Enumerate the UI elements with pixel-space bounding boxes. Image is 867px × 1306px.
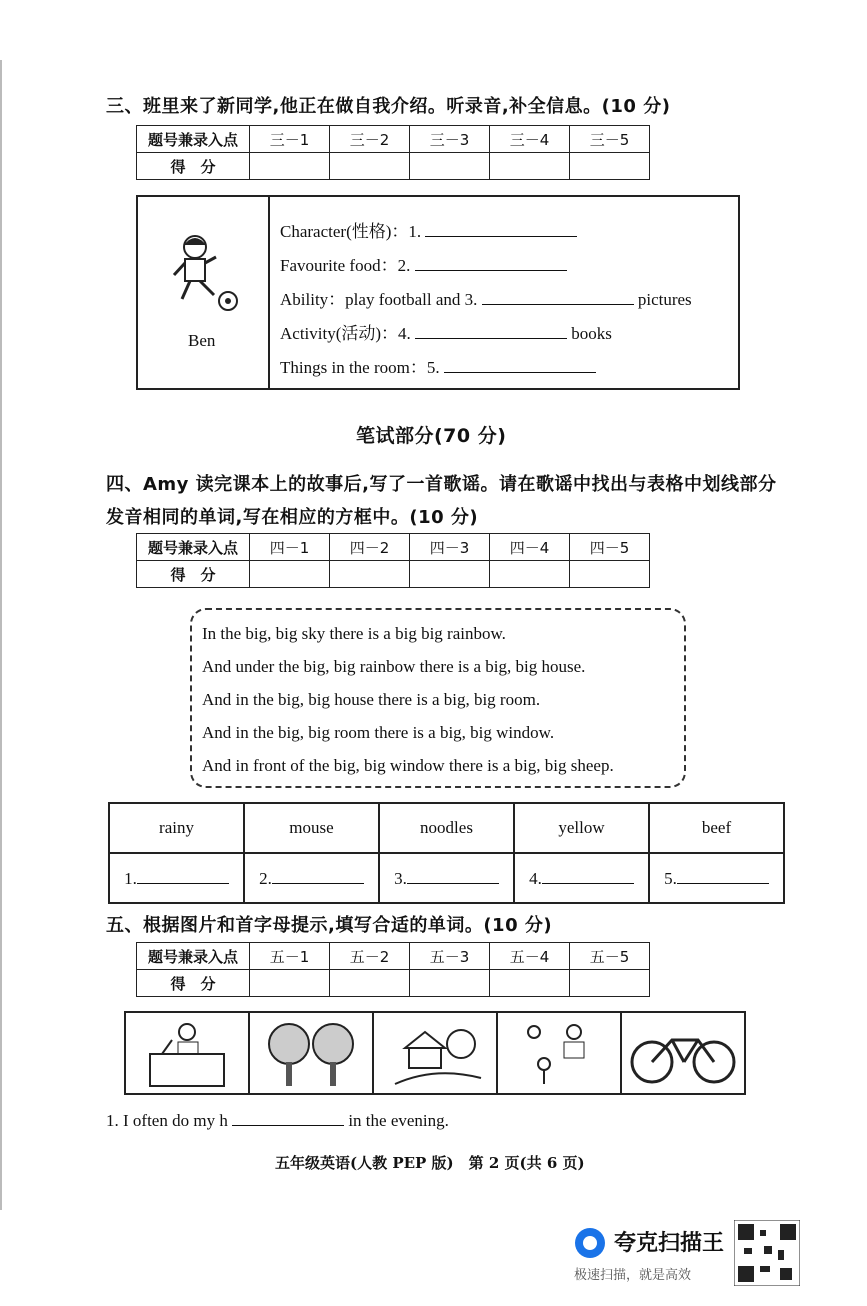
answer-blank[interactable] [542, 867, 634, 884]
scanner-logo-icon [574, 1227, 606, 1259]
info-label: Activity(活动)：4. [280, 324, 411, 343]
answer-number: 5. [664, 869, 677, 888]
answer-blank[interactable] [407, 867, 499, 884]
score-col: 三－2 [330, 126, 410, 153]
score-cell[interactable] [490, 561, 570, 588]
student-name: Ben [188, 331, 216, 350]
word-table [108, 802, 785, 904]
answer-number: 1. [124, 869, 137, 888]
score-cell[interactable] [570, 153, 650, 180]
score-col: 五－3 [410, 943, 490, 970]
section-5-title: 五、根据图片和首字母提示,填写合适的单词。(10 分) [106, 915, 553, 936]
info-suffix: pictures [637, 290, 692, 309]
picture-row [124, 1011, 745, 1094]
score-col: 三－3 [410, 126, 490, 153]
info-line-5 [280, 353, 596, 378]
score-col: 四－5 [570, 534, 650, 561]
info-label: Character(性格)：1. [280, 222, 422, 241]
info-line-2 [280, 251, 567, 276]
answer-blank[interactable] [425, 220, 577, 237]
answer-number: 3. [394, 869, 407, 888]
score-cell[interactable] [330, 561, 410, 588]
score-col: 四－3 [410, 534, 490, 561]
score-cell[interactable] [490, 970, 570, 997]
info-line-1 [280, 217, 577, 242]
info-label: Things in the room：5. [280, 358, 440, 377]
written-part-title: 笔试部分(70 分) [356, 425, 507, 447]
score-col: 三－4 [490, 126, 570, 153]
score-table-5 [136, 942, 650, 997]
house-road-picture [372, 1011, 498, 1095]
score-col: 五－2 [330, 943, 410, 970]
scanner-slogan: 极速扫描，就是高效 [574, 1268, 692, 1283]
score-cell[interactable] [250, 561, 330, 588]
answer-blank[interactable] [677, 867, 769, 884]
question-text: in the evening. [348, 1111, 449, 1130]
score-cell[interactable] [490, 153, 570, 180]
info-label: Ability：play football and 3. [280, 290, 478, 309]
page-edge [0, 60, 2, 1210]
score-col: 三－1 [250, 126, 330, 153]
score-cell[interactable] [410, 561, 490, 588]
poem-line: In the big, big sky there is a big big rainbow. [202, 624, 506, 643]
homework-desk-picture [124, 1011, 250, 1095]
score-cell[interactable] [250, 970, 330, 997]
word-cell: yellow [514, 803, 649, 853]
poem-line: And in front of the big, big window there is a big, big sheep. [202, 756, 614, 775]
score-cell[interactable] [330, 970, 410, 997]
score-row-label: 得 分 [137, 970, 250, 997]
score-col: 五－4 [490, 943, 570, 970]
score-col: 四－4 [490, 534, 570, 561]
answer-cell[interactable] [379, 853, 514, 903]
score-table-4 [136, 533, 650, 588]
bicycle-picture [620, 1011, 746, 1095]
score-col: 五－5 [570, 943, 650, 970]
info-suffix: books [571, 324, 612, 343]
score-row-label: 得 分 [137, 561, 250, 588]
answer-number: 2. [259, 869, 272, 888]
poem-line: And in the big, big room there is a big, big window. [202, 723, 555, 742]
intro-box [136, 195, 740, 390]
info-label: Favourite food：2. [280, 256, 411, 275]
answer-blank[interactable] [232, 1109, 344, 1126]
boy-football-icon [170, 233, 246, 317]
answer-blank[interactable] [415, 254, 567, 271]
answer-cell[interactable] [109, 853, 244, 903]
answer-cell[interactable] [649, 853, 784, 903]
answer-blank[interactable] [482, 288, 634, 305]
score-cell[interactable] [410, 153, 490, 180]
trees-picture [248, 1011, 374, 1095]
word-cell: mouse [244, 803, 379, 853]
score-col: 四－2 [330, 534, 410, 561]
poem-line: And in the big, big house there is a big, big room. [202, 690, 541, 709]
page-footer: 五年级英语(人教 PEP 版) 第 2 页(共 6 页) [275, 1154, 585, 1172]
section-4-title-line2: 发音相同的单词,写在相应的方框中。(10 分) [106, 507, 479, 528]
score-label: 题号兼录入点 [137, 943, 250, 970]
answer-blank[interactable] [272, 867, 364, 884]
score-label: 题号兼录入点 [137, 534, 250, 561]
score-cell[interactable] [570, 561, 650, 588]
score-col: 四－1 [250, 534, 330, 561]
section-3-title: 三、班里来了新同学,他正在做自我介绍。听录音,补全信息。(10 分) [106, 96, 671, 117]
qr-code-icon [734, 1220, 800, 1286]
score-col: 三－5 [570, 126, 650, 153]
score-cell[interactable] [570, 970, 650, 997]
answer-blank[interactable] [137, 867, 229, 884]
word-cell: beef [649, 803, 784, 853]
info-line-4 [280, 319, 612, 344]
answer-blank[interactable] [415, 322, 567, 339]
score-cell[interactable] [330, 153, 410, 180]
score-col: 五－1 [250, 943, 330, 970]
answer-cell[interactable] [514, 853, 649, 903]
score-table-3 [136, 125, 650, 180]
score-row-label: 得 分 [137, 153, 250, 180]
question-text: 1. I often do my h [106, 1111, 228, 1130]
poem-box [190, 608, 686, 788]
section-4-title-line1: 四、Amy 读完课本上的故事后,写了一首歌谣。请在歌谣中找出与表格中划线部分 [106, 474, 777, 495]
answer-number: 4. [529, 869, 542, 888]
scanner-brand-name: 夸克扫描王 [614, 1231, 725, 1256]
answer-cell[interactable] [244, 853, 379, 903]
score-cell[interactable] [250, 153, 330, 180]
question-5-1 [106, 1109, 449, 1131]
people-picture [496, 1011, 622, 1095]
word-cell: rainy [109, 803, 244, 853]
word-cell: noodles [379, 803, 514, 853]
answer-blank[interactable] [444, 356, 596, 373]
score-label: 题号兼录入点 [137, 126, 250, 153]
info-line-3 [280, 285, 692, 310]
score-cell[interactable] [410, 970, 490, 997]
poem-line: And under the big, big rainbow there is a big, big house. [202, 657, 586, 676]
